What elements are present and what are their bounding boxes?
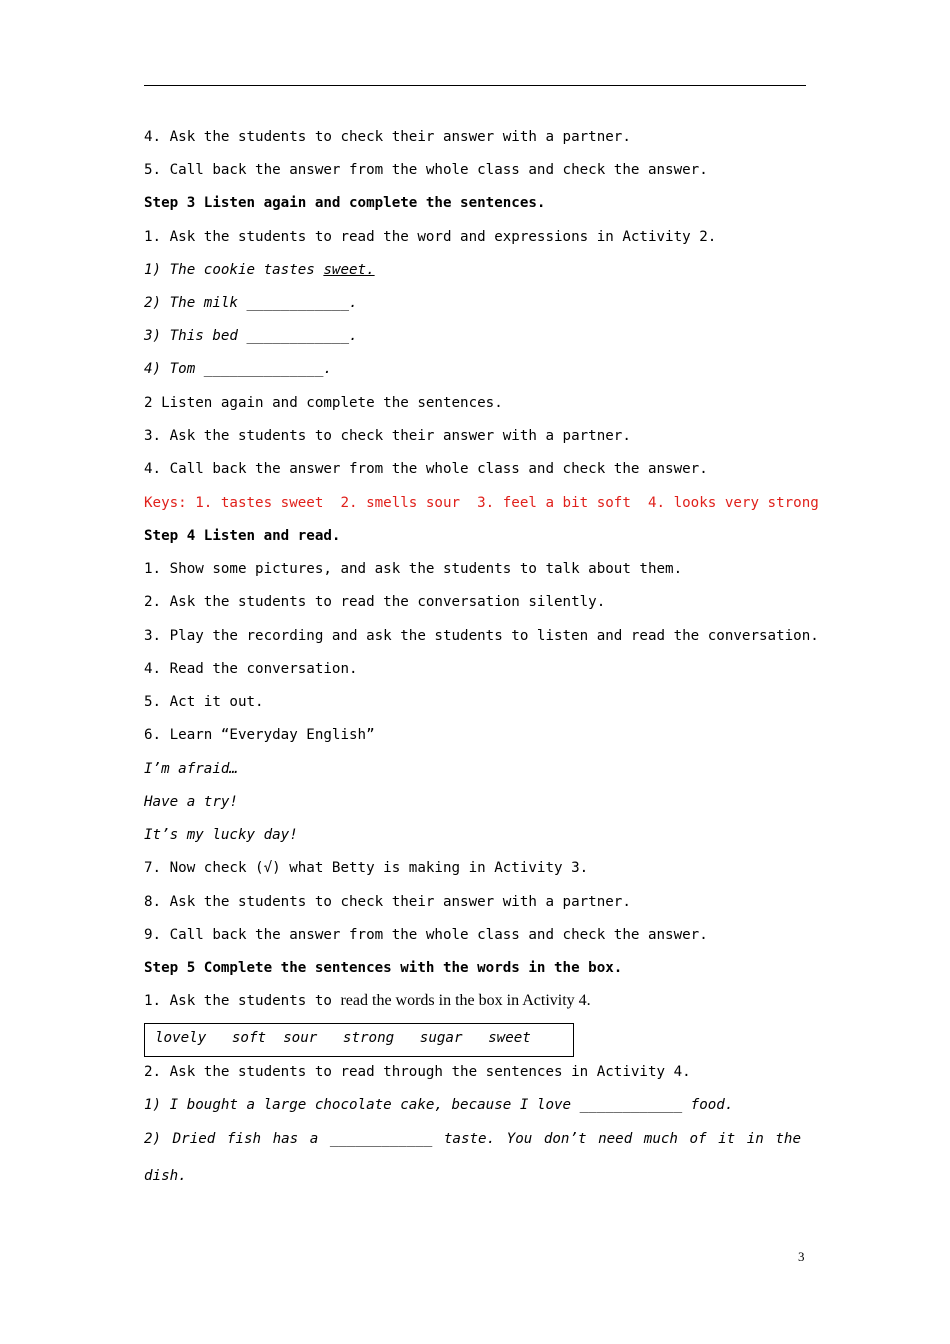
step4-item-1: 1. Show some pictures, and ask the students to talk about them. (144, 561, 683, 577)
word-box (144, 1023, 574, 1057)
everyday-english-1: I’m afraid… (144, 761, 238, 777)
step4-item-3: 3. Play the recording and ask the students to listen and read the conversation. (144, 628, 819, 644)
step4-item-8: 8. Ask the students to check their answer with a partner. (144, 894, 631, 910)
step2-item-5: 5. Call back the answer from the whole class and check the answer. (144, 162, 708, 178)
step4-item-4: 4. Read the conversation. (144, 661, 358, 677)
step5-item-1 (144, 992, 591, 1010)
step4-item-7: 7. Now check (√) what Betty is making in Activity 3. (144, 860, 589, 876)
step5-item-1-prefix: 1. Ask the students to (144, 993, 341, 1009)
everyday-english-2: Have a try! (144, 794, 238, 810)
step4-item-5: 5. Act it out. (144, 694, 264, 710)
answer-keys: Keys: 1. tastes sweet 2. smells sour 3. feel a bit soft 4. looks very strong (144, 495, 819, 511)
step3-heading: Step 3 Listen again and complete the sentences. (144, 195, 546, 211)
sentence-4: 4) Tom ______________. (144, 361, 332, 377)
exercise-sentence-2: 2) Dried fish has a ____________ taste. You don’t need much of it in the (144, 1131, 801, 1147)
word-box-words: lovely soft sour strong sugar sweet (155, 1030, 531, 1046)
step4-item-9: 9. Call back the answer from the whole class and check the answer. (144, 927, 708, 943)
step4-item-2: 2. Ask the students to read the conversation silently. (144, 594, 606, 610)
sentence-1 (144, 261, 375, 279)
step5-item-2: 2. Ask the students to read through the sentences in Activity 4. (144, 1064, 691, 1080)
everyday-english-3: It’s my lucky day! (144, 827, 298, 843)
sentence-1-text: 1) The cookie tastes (144, 262, 324, 278)
page-number: 3 (798, 1249, 805, 1264)
sentence-2: 2) The milk ____________. (144, 295, 358, 311)
step5-item-1-rest: read the words in the box in Activity 4. (340, 992, 591, 1009)
header-rule (144, 85, 806, 86)
sentence-1-answer: sweet. (323, 262, 375, 278)
step3-item-3: 3. Ask the students to check their answer with a partner. (144, 428, 631, 444)
step4-item-6: 6. Learn “Everyday English” (144, 727, 375, 743)
step3-item-4: 4. Call back the answer from the whole class and check the answer. (144, 461, 708, 477)
step4-heading: Step 4 Listen and read. (144, 528, 341, 544)
step5-heading: Step 5 Complete the sentences with the words in the box. (144, 960, 623, 976)
sentence-3: 3) This bed ____________. (144, 328, 358, 344)
exercise-sentence-1: 1) I bought a large chocolate cake, because I love ____________ food. (144, 1097, 734, 1113)
step3-item-1: 1. Ask the students to read the word and expressions in Activity 2. (144, 229, 717, 245)
step3-item-2: 2 Listen again and complete the sentences. (144, 395, 503, 411)
exercise-sentence-2-cont: dish. (144, 1168, 187, 1184)
step2-item-4: 4. Ask the students to check their answer with a partner. (144, 129, 631, 145)
